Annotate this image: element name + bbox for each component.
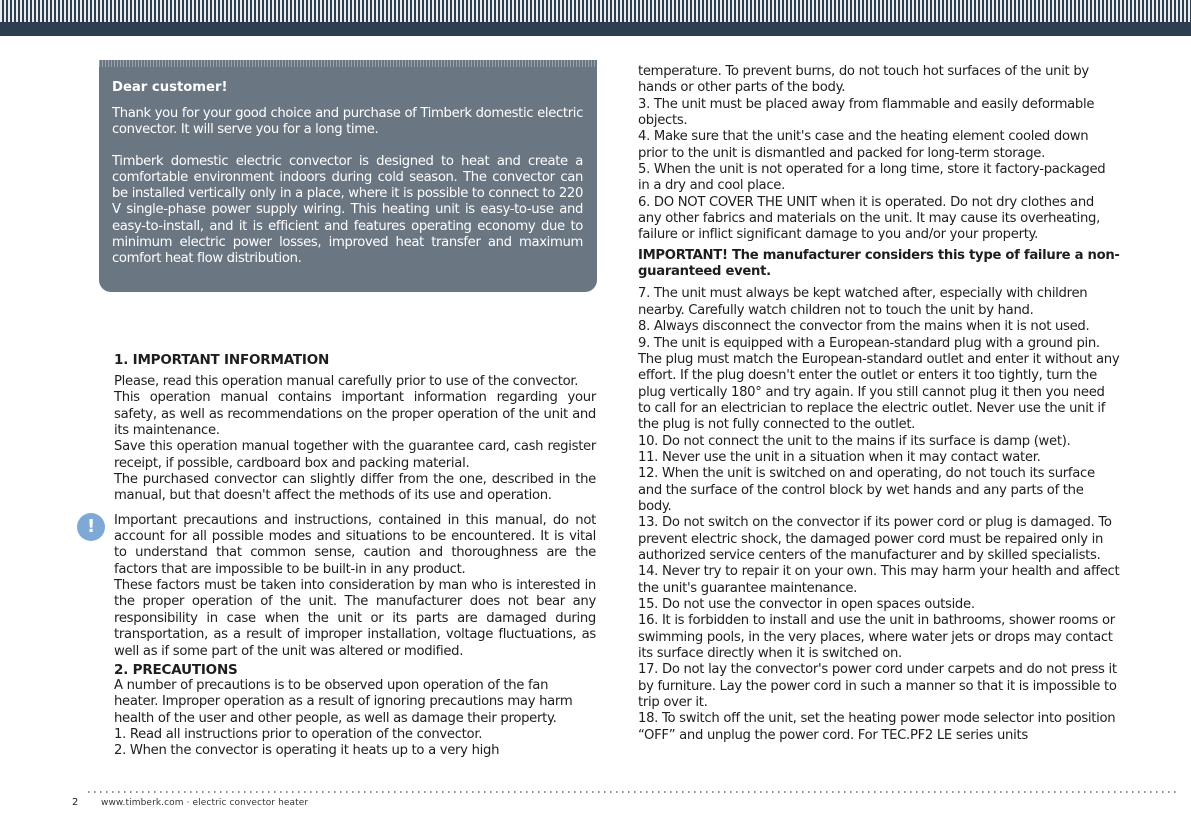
intro-box-stripe [99,60,597,67]
list-item: temperature. To prevent burns, do not touch hot surfaces of the unit by hands or other parts of the body. [638,64,1089,96]
intro-title: Dear customer! [112,80,228,95]
list-item: 13. Do not switch on the convector if its power cord or plug is damaged. To prevent electric shock, the damaged power cord must be repaired only in authorized service centers of the manufacturer and by skilled specialists. [638,515,1112,563]
list-item: 12. When the unit is switched on and operating, do not touch its surface and the surface of the control block by wet hands and any parts of the body. [638,466,1095,514]
paragraph: The purchased convector can slightly differ from the one, described in the manual, but that doesn't affect the methods of its use and operation. [114,472,596,504]
right-column [638,64,1120,744]
footer-divider [88,791,1178,793]
list-item: 17. Do not lay the convector's power cord under carpets and do not press it by furniture. Lay the power cord in such a manner so that it is impossible to trip over it. [638,662,1117,711]
list-item: 4. Make sure that the unit's case and the heating element cooled down prior to the unit is dismantled and packed for long-term storage. [638,129,1089,161]
section-1-heading: 1. IMPORTANT INFORMATION [114,352,330,368]
list-item: 18. To switch off the unit, set the heating power mode selector into position “OFF” and unplug the power cord. For TEC.PF2 LE series units [638,711,1116,743]
header-band [0,0,1191,36]
list-item: 7. The unit must always be kept watched after, especially with children nearby. Carefully watch children not to touch the unit by hand. [638,286,1088,318]
list-item: 15. Do not use the convector in open spaces outside. [638,597,975,612]
section-2-heading: 2. PRECAUTIONS [114,661,238,678]
list-item: 1. Read all instructions prior to operation of the convector. [114,726,483,742]
intro-paragraph: Timberk domestic electric convector is designed to heat and create a comfortable environment indoors during cold season. The convector can be installed vertically only in a place, where it is possible to connect to 220 V single-phase power supply wiring. This heating unit is easy-to-use and easy-to-install, and it is efficient and features operating economy due to minimum electric power losses, improved heat transfer and maximum comfort heat flow distribution. [112,153,583,267]
list-item: 8. Always disconnect the convector from the mains when it is not used. [638,319,1090,335]
list-item: 10. Do not connect the unit to the mains if its surface is damp (wet). [638,433,1071,449]
intro-paragraph: Thank you for your good choice and purchase of Timberk domestic electric convector. It will serve you for a long time. [112,106,583,138]
paragraph: A number of precautions is to be observed upon operation of the fan heater. Improper operation as a result of ignoring precautions may harm health of the user and other people, as well as damage their property. [114,677,573,726]
list-item: 16. It is forbidden to install and use the unit in bathrooms, shower rooms or swimming pools, in the very places, where water jets or drops may contact its surface directly when it is switched on. [638,613,1115,662]
intro-box [99,60,597,292]
footer-text: www.timberk.com · electric convector heater [101,798,309,808]
list-item: 2. When the convector is operating it heats up to a very high [114,743,500,759]
list-item: 6. DO NOT COVER THE UNIT when it is operated. Do not dry clothes and any other fabrics and materials on the unit. It may cause its overheating, failure or inflict significant damage to you and/or your property. [638,194,1100,243]
paragraph: Please, read this operation manual carefully prior to use of the convector. [114,374,579,389]
warning-block [87,512,596,660]
important-note: IMPORTANT! The manufacturer considers this type of failure a non-guaranteed event. [638,247,1120,280]
page-number: 2 [72,797,79,808]
paragraph: This operation manual contains important information regarding your safety, as well as recommendations on the proper operation of the unit and its maintenance. [114,390,596,439]
list-item: 14. Never try to repair it on your own. This may harm your health and affect the unit's guarantee maintenance. [638,564,1120,596]
exclamation-icon: ! [77,513,105,541]
list-item: 9. The unit is equipped with a European-standard plug with a ground pin. The plug must match the European-standard outlet and enter it without any effort. If the plug doesn't enter the outlet or enters it too tightly, turn the plug vertically 180° and try again. If you still cannot plug it then you need to call for an electrician to replace the electric outlet. Never use the unit if the plug is not fully connected to the outlet. [638,335,1120,433]
header-stripes [0,0,1191,22]
list-item: 11. Never use the unit in a situation when it may contact water. [638,449,1041,465]
paragraph: Save this operation manual together with the guarantee card, cash register receipt, if possible, cardboard box and packing material. [114,439,596,471]
warning-paragraph: Important precautions and instructions, contained in this manual, do not account for all possible modes and situations to be encountered. It is vital to understand that common sense, caution and thoroughness are the factors that are impossible to be built-in in any product. [114,512,596,577]
left-column [87,352,596,760]
list-item: 5. When the unit is not operated for a long time, store it factory-packaged in a dry and cool place. [638,162,1106,194]
warning-paragraph: These factors must be taken into consideration by man who is interested in the proper operation of the unit. The manufacturer does not bear any responsibility in case when the unit or its parts are damaged during transportation, as a result of improper installation, voltage fluctuations, as well as if some part of the unit was altered or modified. [114,578,596,659]
list-item: 3. The unit must be placed away from flammable and easily deformable objects. [638,96,1095,129]
